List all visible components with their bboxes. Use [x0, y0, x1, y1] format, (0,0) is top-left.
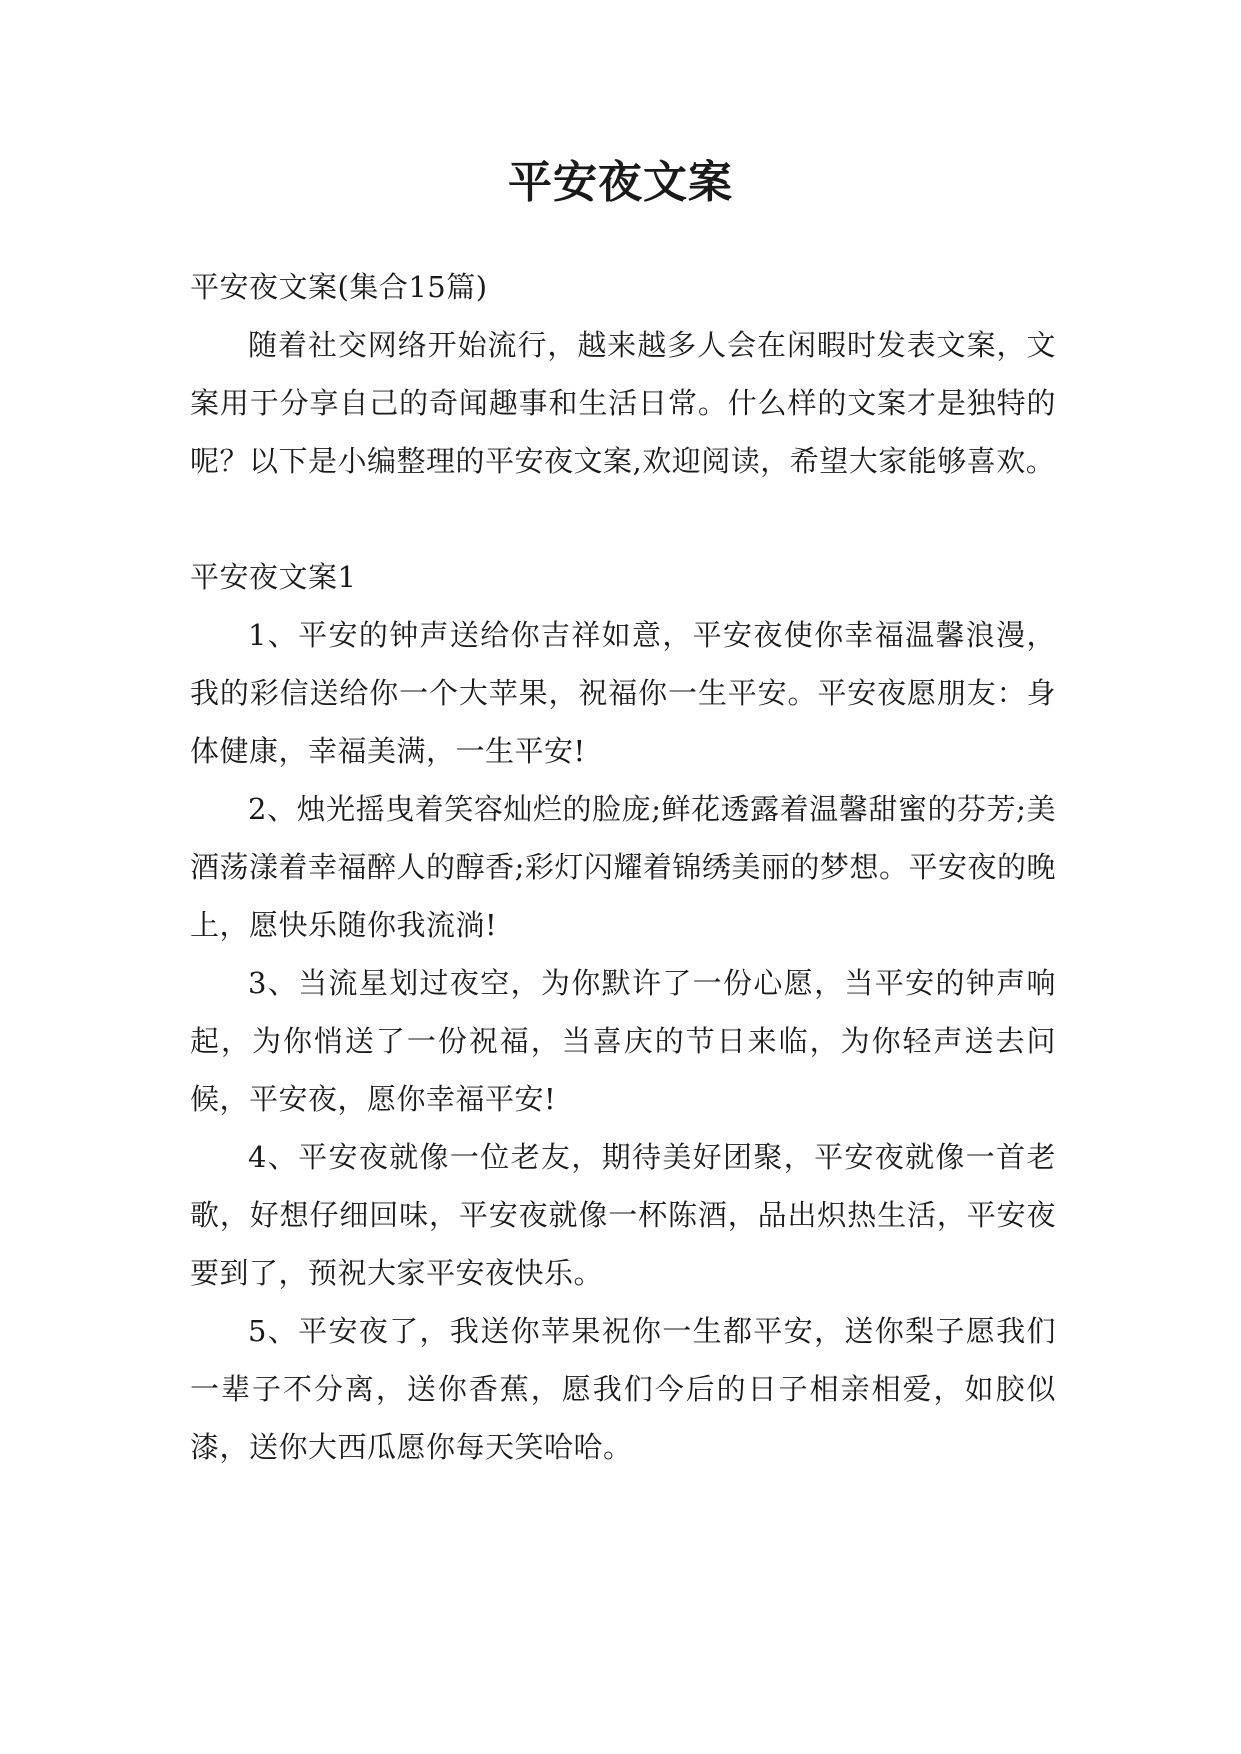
document-body — [190, 258, 1056, 1476]
document-subtitle: 平安夜文案(集合15篇) — [190, 270, 488, 304]
section-heading: 平安夜文案1 — [190, 560, 357, 594]
list-item: 3、当流星划过夜空，为你默许了一份心愿，当平安的钟声响起，为你悄送了一份祝福，当喜庆的节日来临，为你轻声送去问候，平安夜，愿你幸福平安! — [190, 966, 1056, 1116]
intro-paragraph: 随着社交网络开始流行，越来越多人会在闲暇时发表文案，文案用于分享自己的奇闻趣事和生活日常。什么样的文案才是独特的呢？以下是小编整理的平安夜文案,欢迎阅读，希望大家能够喜欢。 — [190, 328, 1056, 478]
list-item: 1、平安的钟声送给你吉祥如意，平安夜使你幸福温馨浪漫，我的彩信送给你一个大苹果，祝福你一生平安。平安夜愿朋友：身体健康，幸福美满，一生平安! — [190, 618, 1056, 768]
list-item: 4、平安夜就像一位老友，期待美好团聚，平安夜就像一首老歌，好想仔细回味，平安夜就像一杯陈酒，品出炽热生活，平安夜要到了，预祝大家平安夜快乐。 — [190, 1140, 1056, 1290]
list-item: 5、平安夜了，我送你苹果祝你一生都平安，送你梨子愿我们一辈子不分离，送你香蕉，愿我们今后的日子相亲相爱，如胶似漆，送你大西瓜愿你每天笑哈哈。 — [190, 1314, 1056, 1464]
document-title: 平安夜文案 — [508, 157, 733, 208]
list-item: 2、烛光摇曳着笑容灿烂的脸庞;鲜花透露着温馨甜蜜的芬芳;美酒荡漾着幸福醉人的醇香;彩灯闪耀着锦绣美丽的梦想。平安夜的晚上，愿快乐随你我流淌! — [190, 792, 1056, 942]
section-spacer — [190, 490, 1056, 548]
